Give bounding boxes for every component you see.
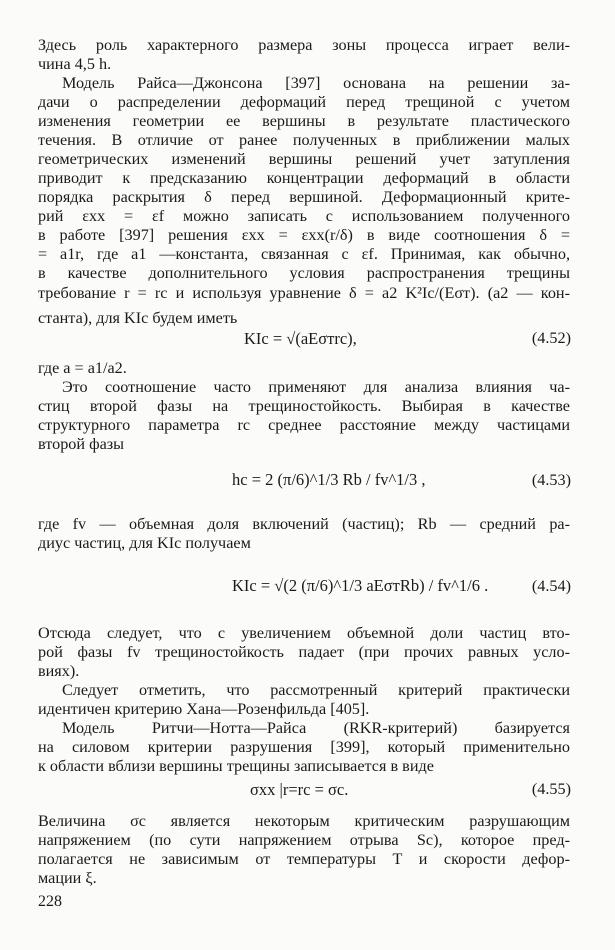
- text-line: Отсюда следует, что с увеличением объемной доли частиц вто-: [38, 624, 570, 642]
- equation-4-54: KIc = √(2 (π/6)^1/3 aEσтRb) / fv^1/6 .: [232, 576, 489, 595]
- text-line: требование r = rc и используя уравнение δ = a2 K²Ic/(Eσт). (a2 — кон-: [38, 284, 570, 302]
- text-line: станта), для KIc будем иметь: [38, 309, 238, 327]
- equation-4-53: hc = 2 (π/6)^1/3 Rb / fv^1/3 ,: [232, 470, 426, 489]
- text-line: в качестве дополнительного условия распространения трещины: [38, 264, 570, 282]
- text-line: в работе [397] решения εxx = εxx(r/δ) в виде соотношения δ =: [38, 226, 570, 244]
- text-line: стиц второй фазы на трещиностойкость. Выбирая в качестве: [38, 397, 570, 415]
- text-line: виях).: [38, 662, 80, 680]
- text-line: к области вблизи вершины трещины записывается в виде: [38, 757, 434, 775]
- text-line: изменения геометрии ее вершины в результате пластического: [38, 112, 570, 130]
- text-line: = a1r, где a1 —константа, связанная с εf. Принимая, как обычно,: [38, 245, 570, 263]
- text-line: структурного параметра rc среднее расстояние между частицами: [38, 416, 570, 434]
- equation-number: (4.53): [531, 471, 571, 489]
- text-line: течения. В отличие от ранее полученных в приближении малых: [38, 131, 570, 149]
- equation-number: (4.54): [531, 577, 571, 595]
- text-line: напряжением (по сути напряжением отрыва Sc), которое пред-: [38, 831, 570, 849]
- equation-4-55: σxx |r=rc = σc.: [250, 780, 349, 799]
- text-line: идентичен критерию Хана—Розенфильда [405].: [38, 700, 370, 718]
- text-line: рой фазы fv трещиностойкость падает (при прочих равных усло-: [38, 643, 570, 661]
- equation-number: (4.52): [531, 329, 571, 347]
- text-line: Следует отметить, что рассмотренный критерий практически: [62, 681, 570, 699]
- text-line: мации ξ.: [38, 869, 97, 887]
- text-line: диус частиц, для KIc получаем: [38, 534, 251, 552]
- text-line: рий εxx = εf можно записать с использованием полученного: [38, 207, 570, 225]
- text-line: на силовом критерии разрушения [399], который применительно: [38, 738, 570, 756]
- text-line: Модель Райса—Джонсона [397] основана на решении за-: [62, 74, 570, 92]
- text-line: Это соотношение часто применяют для анализа влияния ча-: [62, 378, 570, 396]
- text-line: Здесь роль характерного размера зоны процесса играет вели-: [38, 36, 570, 54]
- equation-4-52: KIc = √(aEσтrc),: [244, 329, 357, 348]
- text-line: приводит к предсказанию концентрации деформаций в области: [38, 169, 570, 187]
- text-line: Модель Ритчи—Нотта—Райса (RKR-критерий) базируется: [62, 719, 570, 737]
- text-line: полагается не зависимым от температуры T и скорости дефор-: [38, 850, 570, 868]
- text-line: где fv — объемная доля включений (частиц); Rb — средний ра-: [38, 515, 570, 533]
- text-line: второй фазы: [38, 435, 125, 453]
- text-line: чина 4,5 h.: [38, 55, 112, 73]
- text-line: порядка раскрытия δ перед вершиной. Деформационный крите-: [38, 188, 570, 206]
- equation-number: (4.55): [531, 780, 571, 798]
- page-number: 228: [38, 893, 62, 910]
- text-line: геометрических изменений вершины решений учет затупления: [38, 150, 570, 168]
- text-line: где a = a1/a2.: [38, 359, 127, 377]
- text-line: Величина σc является некоторым критическим разрушающим: [38, 812, 570, 830]
- text-line: дачи о распределении деформаций перед трещиной с учетом: [38, 93, 570, 111]
